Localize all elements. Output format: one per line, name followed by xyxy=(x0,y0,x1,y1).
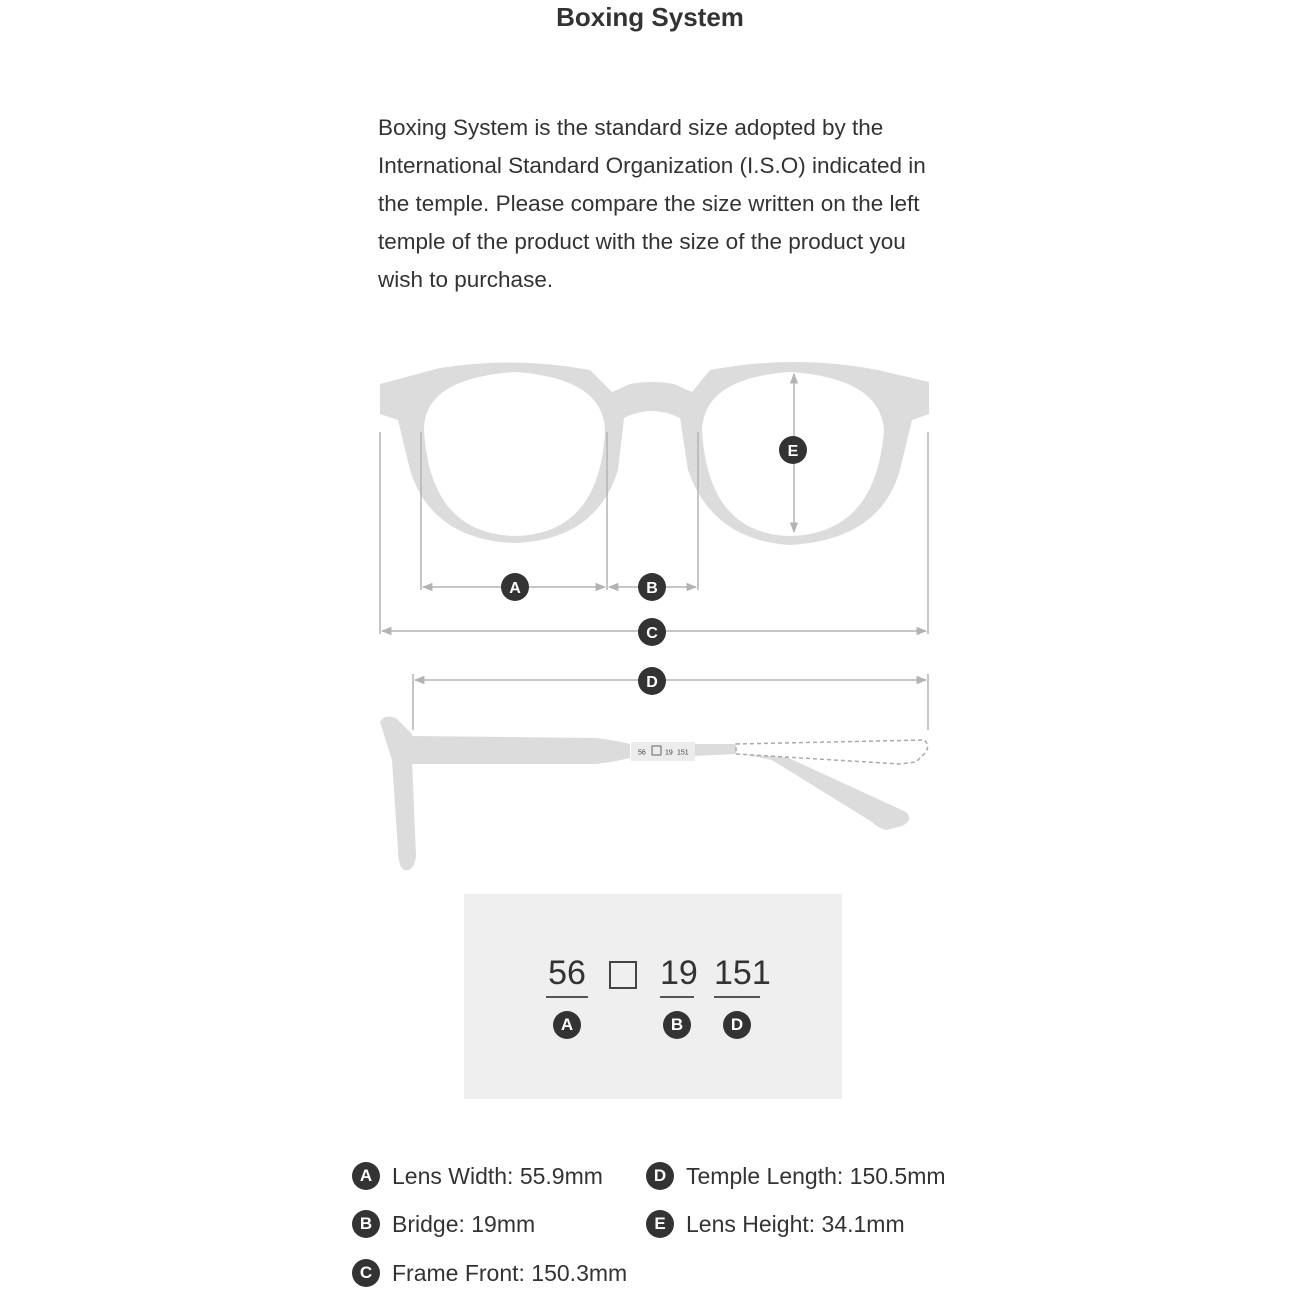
legend-marker: D xyxy=(646,1162,674,1190)
legend-item-bridge xyxy=(352,1209,535,1239)
legend-marker: A xyxy=(352,1162,380,1190)
legend-marker: C xyxy=(352,1259,380,1287)
svg-text:56: 56 xyxy=(638,749,646,757)
legend-text: Bridge: 19mm xyxy=(392,1211,536,1237)
size-panel xyxy=(464,894,842,1099)
legend-item-lens-height xyxy=(646,1209,905,1239)
svg-text:151: 151 xyxy=(677,749,689,757)
legend-text: Lens Width: 55.9mm xyxy=(392,1163,603,1189)
legend-text: Lens Height: 34.1mm xyxy=(686,1211,905,1237)
marker-d xyxy=(638,667,666,695)
legend-marker: B xyxy=(352,1210,380,1238)
page-title: Boxing System xyxy=(556,2,744,32)
size-marker-a: A xyxy=(553,1011,581,1039)
frame-front-view xyxy=(380,362,929,545)
svg-text:D: D xyxy=(646,674,658,691)
size-bridge-value: 19 xyxy=(660,954,694,998)
legend-item-frame-front xyxy=(352,1258,627,1288)
legend-item-lens-width xyxy=(352,1161,603,1191)
svg-text:E: E xyxy=(787,443,799,460)
legend-marker: E xyxy=(646,1210,674,1238)
size-marker-b: B xyxy=(663,1011,691,1039)
svg-text:19: 19 xyxy=(665,749,673,757)
marker-a xyxy=(501,573,529,601)
size-marker-d: D xyxy=(723,1011,751,1039)
size-lens-value: 56 xyxy=(546,954,588,998)
svg-text:A: A xyxy=(509,580,521,597)
legend-item-temple-length xyxy=(646,1161,946,1191)
size-temple-value: 151 xyxy=(714,954,760,998)
marker-b xyxy=(638,573,666,601)
marker-e xyxy=(779,436,807,464)
legend-text: Temple Length: 150.5mm xyxy=(686,1163,946,1189)
svg-text:B: B xyxy=(646,580,658,597)
legend-text: Frame Front: 150.3mm xyxy=(392,1260,628,1286)
frame-side-view xyxy=(380,717,928,871)
marker-c xyxy=(638,618,666,646)
svg-text:C: C xyxy=(646,625,658,642)
intro-paragraph: Boxing System is the standard size adopted by the International Standard Organization (I.S.O) indicated in the temple. Please compare the size written on the left temple of the product with the size of the product you wish to purchase. xyxy=(378,115,926,292)
square-symbol-icon xyxy=(609,961,637,989)
